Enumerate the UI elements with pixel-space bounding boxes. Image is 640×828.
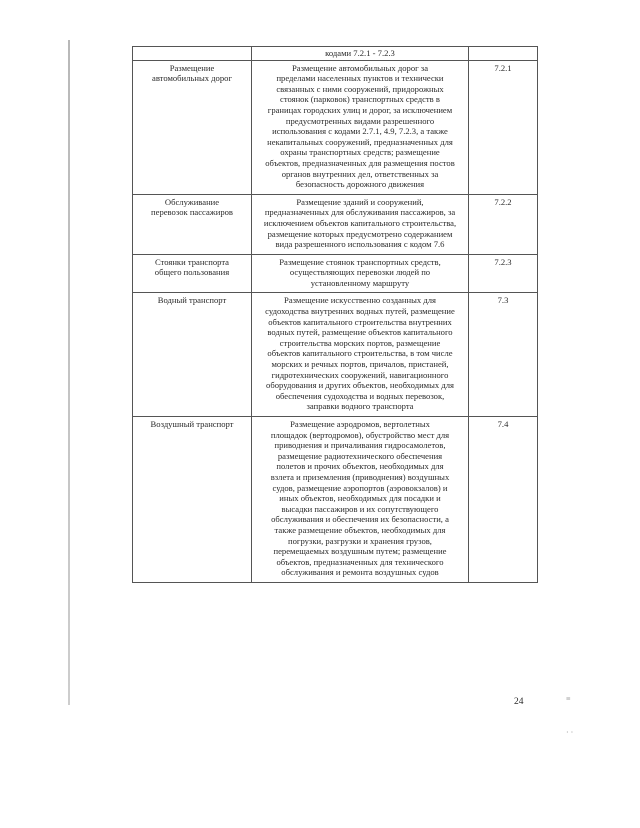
use-name-cell: [133, 417, 252, 583]
scan-margin-mark: ≡: [566, 694, 572, 703]
use-description-cell: [252, 60, 469, 194]
use-name: Размещение автомобильных дорог: [152, 62, 232, 84]
use-name: Водный транспорт: [157, 295, 227, 306]
use-description: Размещение аэродромов, вертолетных площадок (вертодромов), обустройство мест для приводнения и причаливания гидросамолетов, размещение радиотехнического обеспечения полетов и прочих объектов, необходимых для взлета и приземления (приводнения) воздушных судов, размещение аэропортов (аэровокзалов) и иных объектов, необходимых для посадки и высадки пассажиров и их сопутствующего обслуживания и обеспечения их безопасности, а также размещение объектов, необходимых для погрузки, разгрузки и хранения грузов, перемещаемых воздушным путем; размещение объектов, предназначенных для технического обслуживания и ремонта воздушных судов: [270, 419, 450, 578]
land-use-table: [132, 46, 538, 583]
table-row: [133, 417, 538, 583]
use-description: кодами 7.2.1 - 7.2.3: [325, 48, 395, 58]
use-code: 7.2.2: [494, 196, 512, 207]
table-row: [133, 293, 538, 417]
table-row: [133, 194, 538, 254]
use-name: Обслуживание перевозок пассажиров: [151, 196, 233, 218]
use-description: Размещение зданий и сооружений, предназначенных для обслуживания пассажиров, за исключением объектов капитального строительства, размещение которых предусмотрено содержанием вида разрешенного использования с кодом 7.6: [263, 196, 457, 250]
use-description-cell: [252, 417, 469, 583]
use-code-cell: [469, 47, 538, 61]
scan-margin-mark: · ·: [566, 728, 574, 737]
use-code: 7.2.1: [494, 62, 512, 73]
page-number: 24: [514, 697, 524, 707]
use-code-cell: [469, 194, 538, 254]
use-name-cell: [133, 194, 252, 254]
use-code-cell: [469, 254, 538, 293]
use-code-cell: [469, 293, 538, 417]
use-description: Размещение автомобильных дорог за пределами населенных пунктов и технически связанных с ними сооружений, придорожных стоянок (парковок) транспортных средств в границах городских улиц и дорог, за исключением предусмотренных видами разрешенного использования с кодами 2.7.1, 4.9, 7.2.3, а также некапитальных сооружений, предназначенных для охраны транспортных средств; размещение объектов, предназначенных для размещения постов органов внутренних дел, ответственных за безопасность дорожного движения: [265, 62, 455, 190]
use-name-cell: [133, 293, 252, 417]
use-code: 7.4: [497, 419, 509, 429]
use-name-cell: [133, 254, 252, 293]
use-description: Размещение стоянок транспортных средств, осуществляющих перевозки людей по установленному маршруту: [279, 256, 441, 288]
table-row: [133, 254, 538, 293]
use-description: Размещение искусственно созданных для судоходства внутренних водных путей, размещение объектов капитального строительства внутренних водных путей, размещение объектов капитального строительства морских портов, размещение объектов капитального строительства, в том числе морских и речных портов, причалов, пристаней, гидротехнических сооружений, навигационного оборудования и других объектов, необходимых для обеспечения судоходства и водных перевозок, заправки водного транспорта: [265, 295, 455, 412]
use-description-cell: [252, 47, 469, 61]
use-description-cell: [252, 293, 469, 417]
use-description-cell: [252, 194, 469, 254]
table-row: [133, 47, 538, 61]
use-code-cell: [469, 417, 538, 583]
use-name-cell: [133, 60, 252, 194]
use-name: Стоянки транспорта общего пользования: [154, 256, 230, 278]
use-code: 7.2.3: [494, 256, 512, 267]
use-name-cell: [133, 47, 252, 61]
use-name: Воздушный транспорт: [150, 419, 234, 429]
use-code: 7.3: [497, 295, 509, 306]
use-description-cell: [252, 254, 469, 293]
scanned-page-edge: [68, 40, 70, 705]
use-code-cell: [469, 60, 538, 194]
table-row: [133, 60, 538, 194]
